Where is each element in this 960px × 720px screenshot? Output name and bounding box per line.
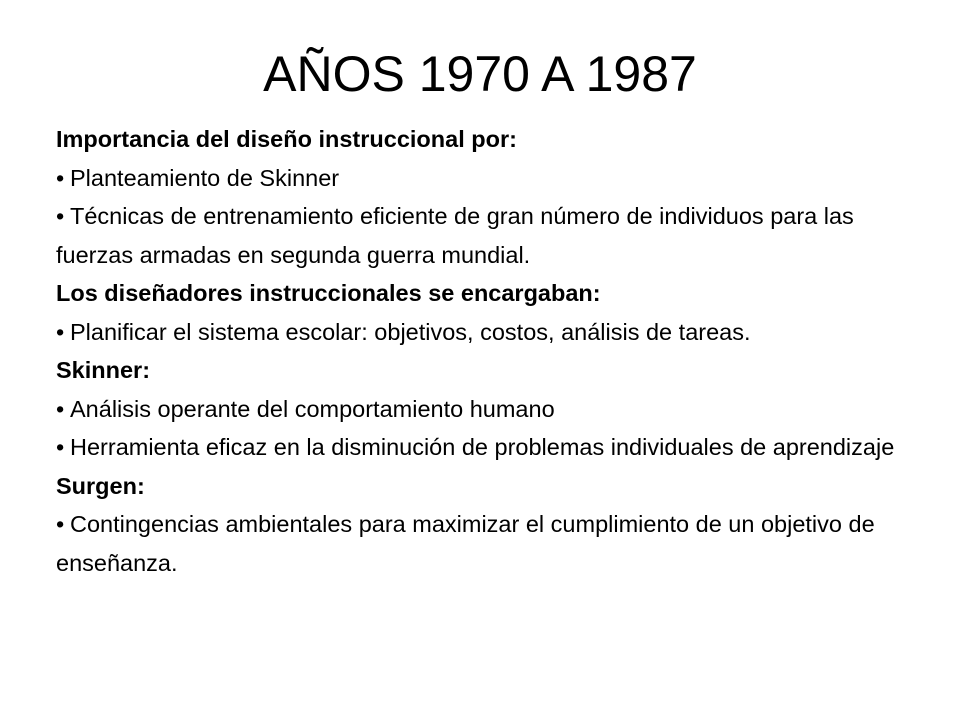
bullet-text: Análisis operante del comportamiento humano [70,395,555,422]
bullet-dot-icon: • [56,164,65,191]
bullet-text: Planificar el sistema escolar: objetivos, costos, análisis de tareas. [70,318,751,345]
bullet-item [56,390,916,429]
bullet-item [56,428,916,467]
bullet-dot-icon: • [56,318,65,345]
bullet-item [56,505,916,582]
section-heading-disenadores: Los diseñadores instruccionales se encargaban: [56,280,601,306]
section-heading-skinner: Skinner: [56,357,151,383]
bullet-text: Técnicas de entrenamiento eficiente de gran número de individuos para las fuerzas armadas en segunda guerra mundial. [56,203,854,268]
bullet-text: Herramienta eficaz en la disminución de problemas individuales de aprendizaje [70,434,895,460]
bullet-item [56,159,916,198]
section-heading-importancia: Importancia del diseño instruccional por: [56,126,517,152]
bullet-dot-icon: • [56,395,65,422]
bullet-text: Contingencias ambientales para maximizar el cumplimiento de un objetivo de enseñanza. [56,511,875,576]
slide-title: AÑOS 1970 A 1987 [263,46,697,102]
section-heading-surgen: Surgen: [56,472,145,499]
bullet-item [56,313,916,352]
bullet-item [56,197,916,274]
bullet-dot-icon: • [56,434,65,460]
bullet-text: Planteamiento de Skinner [70,164,340,191]
bullet-dot-icon: • [56,203,65,229]
bullet-dot-icon: • [56,511,65,537]
slide-body [56,120,916,582]
